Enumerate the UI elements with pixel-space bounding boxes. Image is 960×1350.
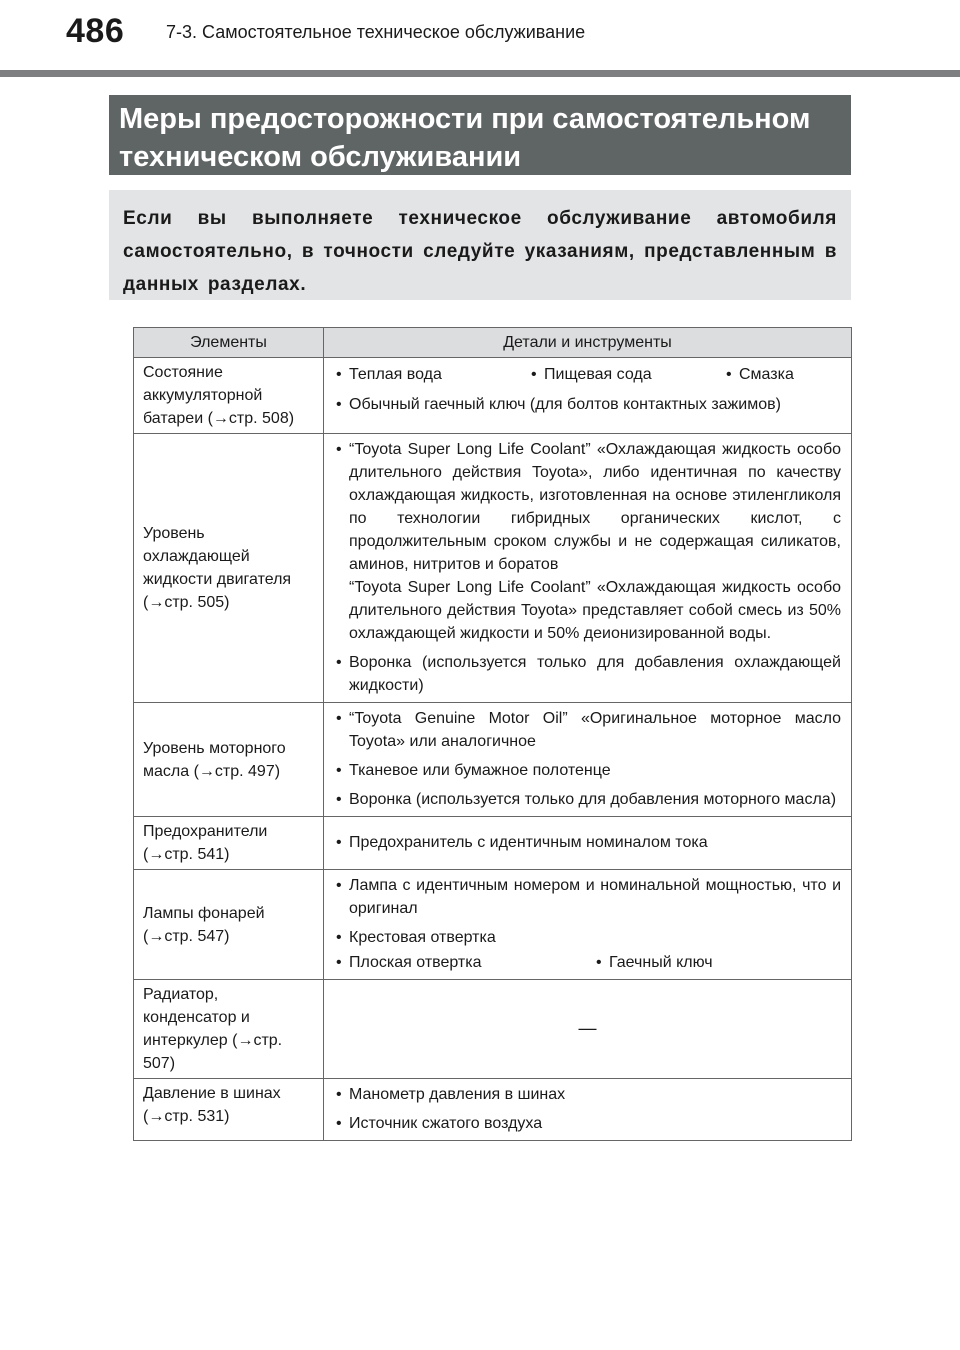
table-row bbox=[134, 434, 852, 703]
element-cell: Уровень моторного масла (→стр. 497) bbox=[134, 703, 324, 817]
list-item: • Гаечный ключ bbox=[594, 951, 713, 974]
header-rule bbox=[0, 70, 960, 77]
intro-text: Если вы выполняете техническое обслуживание автомобиля самостоятельно, в точности следуйте указаниям, представленным в данных разделах. bbox=[109, 190, 851, 300]
page-number: 486 bbox=[66, 12, 125, 50]
element-cell: Предохранители (→стр. 541) bbox=[134, 817, 324, 870]
element-cell: Состояние аккумуляторной батареи (→стр. 508) bbox=[134, 358, 324, 434]
column-header-tools: Детали и инструменты bbox=[324, 328, 852, 358]
element-cell: Лампы фонарей (→стр. 547) bbox=[134, 870, 324, 980]
table-row bbox=[134, 870, 852, 980]
list-item: • Смазка bbox=[724, 363, 794, 386]
tools-cell bbox=[324, 434, 852, 703]
tools-cell bbox=[324, 703, 852, 817]
list-item: • Теплая вода bbox=[334, 363, 529, 386]
element-cell: Радиатор, конденсатор и интеркулер (→стр. 507) bbox=[134, 980, 324, 1079]
list-item-text: “Toyota Super Long Life Coolant” «Охлаждающая жидкость особо длительного действия Toyota», либо идентичная по качеству охлаждающая жидкость, изготовленная на основе этиленгликоля по технологии гибридных органических кислот, с продолжительным сроком службы и не содержащая силикатов, аминов, нитритов и боратов bbox=[349, 441, 841, 573]
list-item: • Тканевое или бумажное полотенце bbox=[334, 759, 841, 782]
coolant-note: “Toyota Super Long Life Coolant” «Охлаждающая жидкость особо длительного действия Toyota» представляет собой смесь из 50% охлаждающей жидкости и 50% деионизированной воды. bbox=[349, 579, 841, 642]
list-item: • Источник сжатого воздуха bbox=[334, 1112, 841, 1135]
table-row bbox=[134, 1079, 852, 1141]
tools-cell bbox=[324, 980, 852, 1079]
tools-cell bbox=[324, 358, 852, 434]
inline-bullets bbox=[334, 951, 841, 974]
table-row bbox=[134, 817, 852, 870]
tools-cell bbox=[324, 817, 852, 870]
list-item: • Воронка (используется только для добавления моторного масла) bbox=[334, 788, 841, 811]
list-item: • Пищевая сода bbox=[529, 363, 724, 386]
table-row bbox=[134, 703, 852, 817]
tools-cell bbox=[324, 870, 852, 980]
list-item: • Крестовая отвертка bbox=[334, 926, 841, 949]
list-item: • Воронка (используется только для добавления охлаждающей жидкости) bbox=[334, 651, 841, 697]
list-item: • “Toyota Genuine Motor Oil” «Оригинальное моторное масло Toyota» или аналогичное bbox=[334, 707, 841, 753]
table-row bbox=[134, 980, 852, 1079]
element-cell: Уровень охлаждающей жидкости двигателя (→стр. 505) bbox=[134, 434, 324, 703]
list-item: • Предохранитель с идентичным номиналом тока bbox=[334, 831, 841, 854]
column-header-elements: Элементы bbox=[134, 328, 324, 358]
list-item: • Плоская отвертка bbox=[334, 951, 594, 974]
list-item: • Обычный гаечный ключ (для болтов контактных зажимов) bbox=[334, 393, 841, 416]
inline-bullets bbox=[334, 363, 841, 386]
table-header-row bbox=[134, 328, 852, 358]
tools-cell bbox=[324, 1079, 852, 1141]
element-cell: Давление в шинах (→стр. 531) bbox=[134, 1079, 324, 1141]
list-item: • Лампа с идентичным номером и номинальной мощностью, что и оригинал bbox=[334, 874, 841, 920]
section-title: 7-3. Самостоятельное техническое обслуживание bbox=[166, 22, 586, 42]
empty-dash: — bbox=[578, 1018, 597, 1038]
list-item bbox=[334, 438, 841, 645]
maintenance-table bbox=[133, 327, 852, 1141]
table-row bbox=[134, 358, 852, 434]
list-item: • Манометр давления в шинах bbox=[334, 1083, 841, 1106]
page-title: Меры предосторожности при самостоятельном техническом обслуживании bbox=[109, 95, 851, 175]
